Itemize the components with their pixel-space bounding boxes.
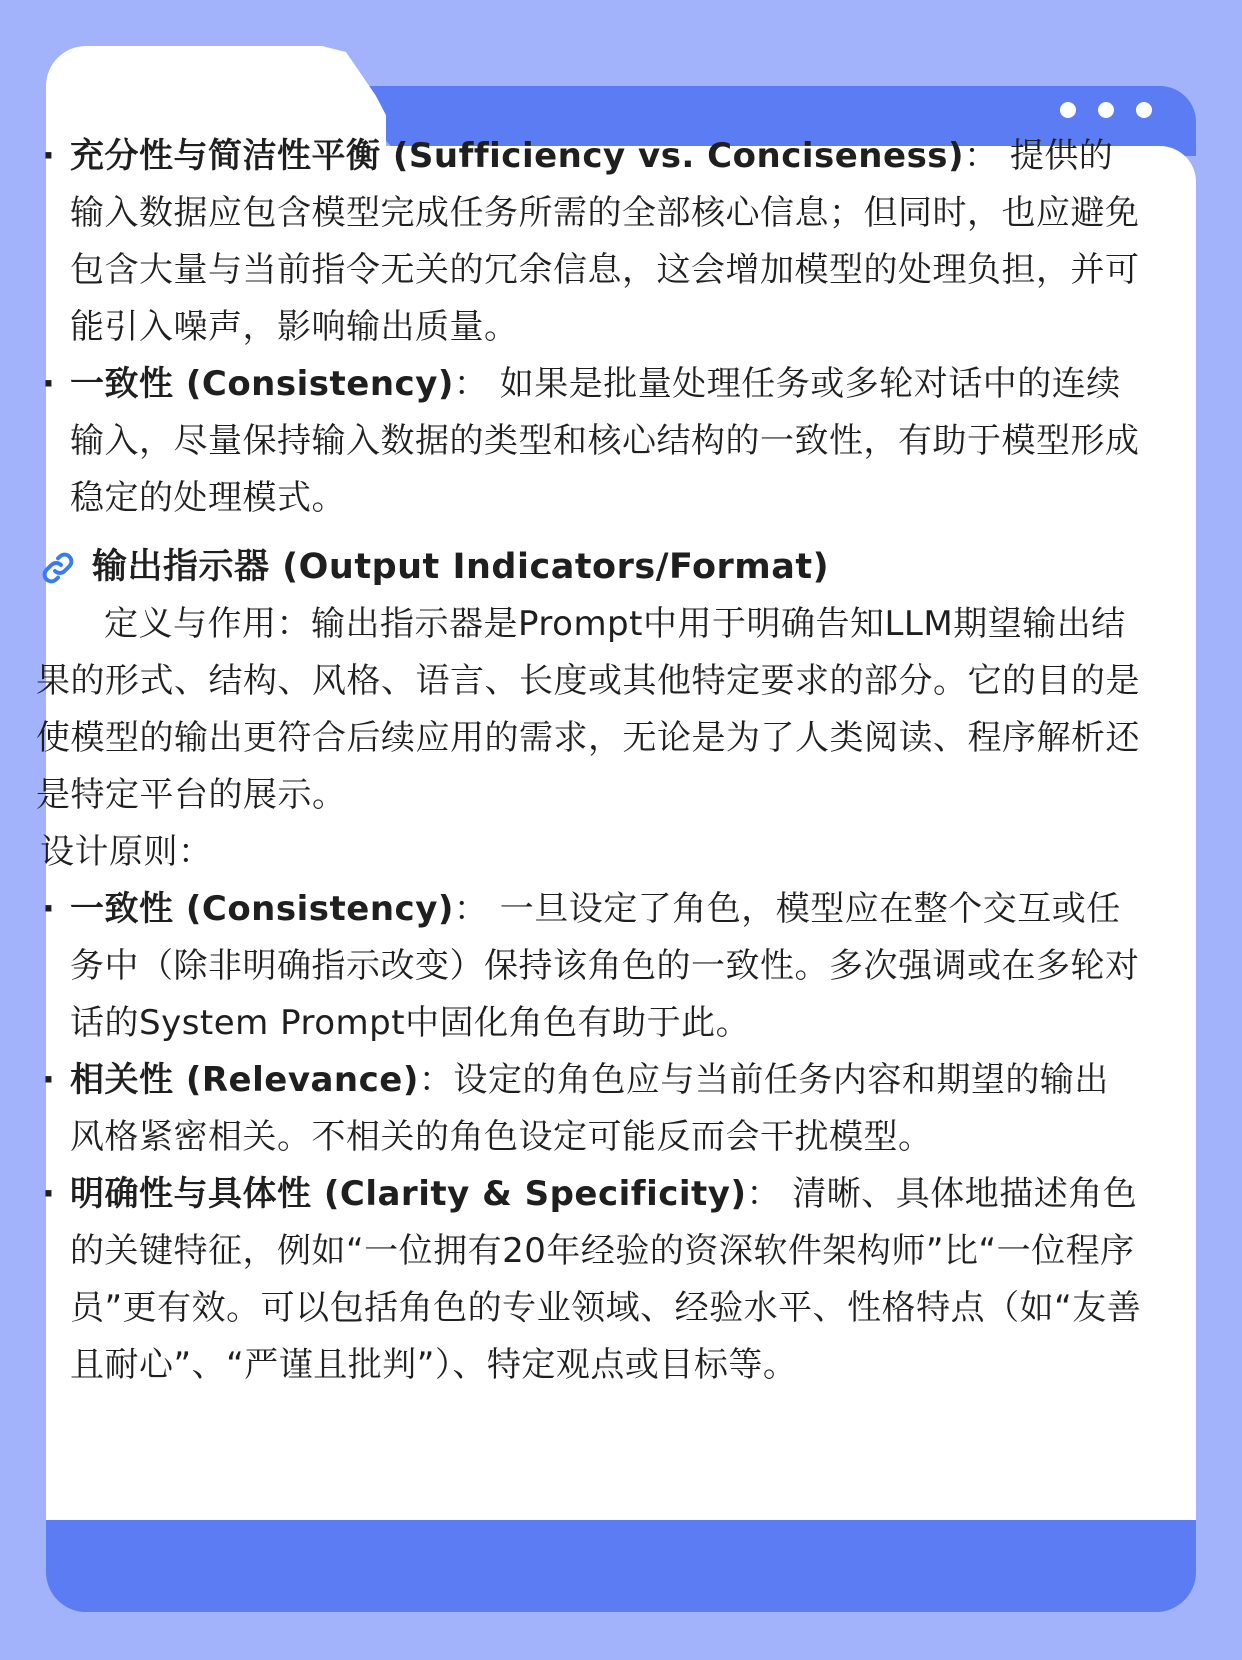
item-term: 明确性与具体性 (Clarity & Specificity)	[70, 1174, 747, 1214]
link-icon	[40, 550, 76, 586]
list-item	[36, 1166, 1142, 1394]
item-separator: ：	[453, 364, 500, 404]
dot-icon	[1136, 102, 1152, 118]
item-separator: ：	[418, 1060, 454, 1100]
section-heading	[40, 539, 1142, 596]
item-separator: ：	[746, 1174, 793, 1214]
window-dots	[1060, 102, 1152, 118]
item-text: 设定的角色应与当前任务内容和期望的输出风格紧密相关。不相关的角色设定可能反而会干扰模型。	[70, 1060, 1109, 1157]
principles-label: 设计原则：	[40, 832, 213, 872]
definition-paragraph: 定义与作用：输出指示器是Prompt中用于明确告知LLM期望输出结果的形式、结构、风格、语言、长度或其他特定要求的部分。它的目的是使模型的输出更符合后续应用的需求，无论是为了人类阅读、程序解析还是特定平台的展示。	[36, 604, 1140, 815]
dot-icon	[1060, 102, 1076, 118]
item-text: 如果是批量处理任务或多轮对话中的连续输入，尽量保持输入数据的类型和核心结构的一致性，有助于模型形成稳定的处理模式。	[70, 364, 1140, 518]
dot-icon	[1098, 102, 1114, 118]
list-item	[36, 356, 1142, 527]
section-title: 输出指示器 (Output Indicators/Format)	[92, 547, 830, 587]
item-term: 相关性 (Relevance)	[70, 1060, 419, 1100]
item-text: 一旦设定了角色，模型应在整个交互或任务中（除非明确指示改变）保持该角色的一致性。多次强调或在多轮对话的System Prompt中固化角色有助于此。	[70, 889, 1140, 1043]
footer-bar	[46, 1520, 1196, 1612]
list-item	[36, 1052, 1142, 1166]
item-term: 一致性 (Consistency)	[70, 889, 454, 929]
item-text: 清晰、具体地描述角色的关键特征，例如“一位拥有20年经验的资深软件架构师”比“一位程序员”更有效。可以包括角色的专业领域、经验水平、性格特点（如“友善且耐心”、“严谨且批判”）、特定观点或目标等。	[70, 1174, 1142, 1385]
item-text: 提供的输入数据应包含模型完成任务所需的全部核心信息；但同时，也应避免包含大量与当前指令无关的冗余信息，这会增加模型的处理负担，并可能引入噪声，影响输出质量。	[70, 136, 1140, 347]
item-separator: ：	[964, 136, 1010, 176]
list-item	[36, 128, 1142, 356]
item-separator: ：	[453, 889, 500, 929]
item-term: 一致性 (Consistency)	[70, 364, 454, 404]
document-content	[36, 128, 1142, 1394]
list-item	[36, 881, 1142, 1052]
item-term: 充分性与简洁性平衡 (Sufficiency vs. Conciseness)	[70, 136, 965, 176]
